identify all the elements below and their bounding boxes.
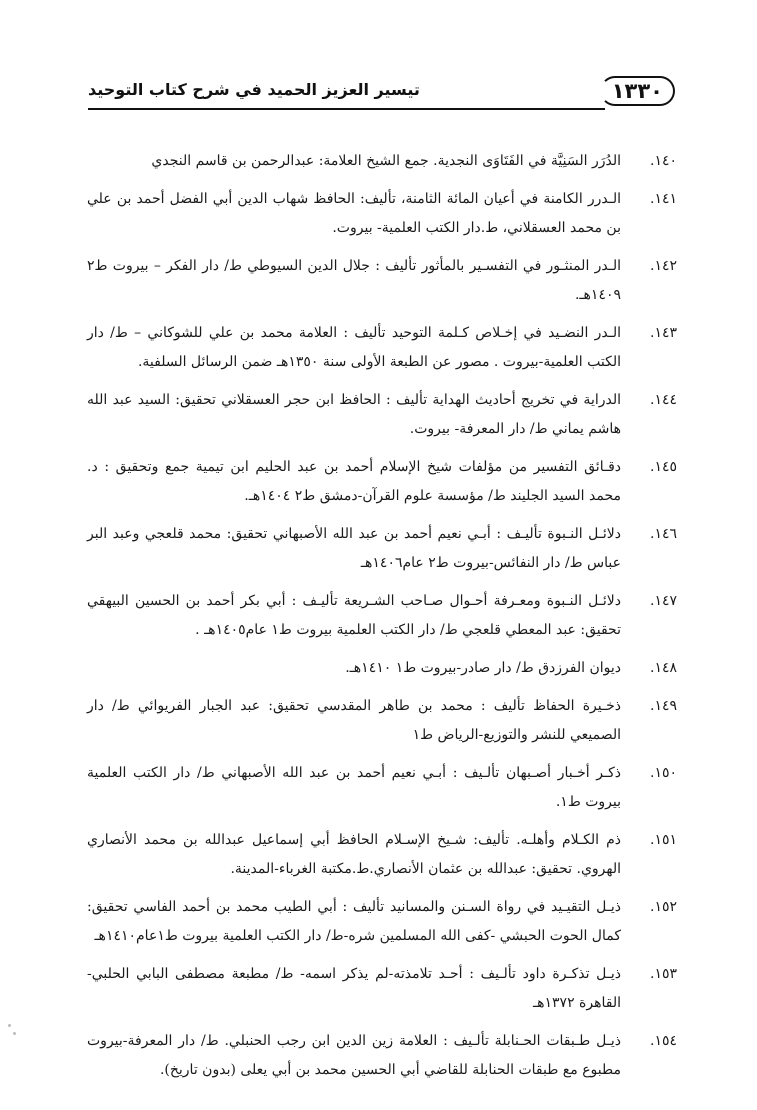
entry-text: ذخـيرة الحفاظ تأليف : محمد بن طاهر المقدسي تحقيق: عبد الجبار الفريوائي ط/ دار الصميعي للنشر والتوزيع-الرياض ط١ [87,698,621,743]
bibliography-entry [87,453,677,511]
bibliography-entry [87,826,677,884]
bibliography-entry [87,893,677,951]
entry-text: ديوان الفرزدق ط/ دار صادر-بيروت ط١ ١٤١٠هـ. [345,660,621,676]
entry-text: دقـائق التفسير من مؤلفات شيخ الإسلام أحمد بن عبد الحليم ابن تيمية جمع وتحقيق : د. محمد السيد الجليند ط/ مؤسسة علوم القرآن-دمشق ط٢ ١٤٠٤هـ. [87,459,621,504]
page-number: ١٣٣٠ [611,79,663,103]
entry-number: ١٤٩. [649,698,677,714]
header-rule [88,108,605,110]
entry-number: ١٥٠. [649,765,677,781]
bibliography-entry [87,587,677,645]
bibliography-entry [87,147,677,176]
bibliography-entry [87,252,677,310]
entry-text: ذيـل طـبقات الحـنابلة تألـيف : العلامة زين الدين ابن رجب الحنبلي. ط/ دار المعرفة-بيروت مطبوع مع طبقات الحنابلة للقاضي أبي الحسين محمد بن أبي يعلى (بدون تاريخ). [87,1033,621,1078]
entry-number: ١٤٦. [649,526,677,542]
bibliography-entry [87,185,677,243]
entry-number: ١٤٥. [649,459,677,475]
bibliography-list [87,147,677,1094]
bibliography-entry [87,960,677,1018]
entry-number: ١٥٤. [649,1033,677,1049]
book-title: تيسير العزيز الحميد في شرح كتاب التوحيد [88,80,420,99]
running-header [88,76,675,110]
entry-number: ١٤١. [649,191,677,207]
bibliography-entry [87,319,677,377]
entry-text: دلائـل النـبوة تأليـف : أبـي نعيم أحمد بن عبد الله الأصبهاني تحقيق: محمد قلعجي وعبد البر عباس ط/ دار النفائس-بيروت ط٢ عام١٤٠٦هـ [87,526,621,571]
entry-text: ذكـر أخـبار أصـبهان تألـيف : أبـي نعيم أحمد بن عبد الله الأصبهاني ط/ دار الكتب العلمية بيروت ط١. [87,765,621,810]
entry-text: الدُرَر السَنِيَّة في الفَتَاوَى النجدية. جمع الشيخ العلامة: عبدالرحمن بن قاسم النجدي [151,153,621,169]
entry-number: ١٤٨. [649,660,677,676]
entry-number: ١٤٤. [649,392,677,408]
entry-text: الـدر النضـيد في إخـلاص كـلمة التوحيد تأليف : العلامة محمد بن علي للشوكاني – ط/ دار الكتب العلمية-بيروت . مصور عن الطبعة الأولى سنة ١٣٥٠هـ ضمن الرسائل السلفية. [87,325,621,370]
entry-text: الـدرر الكامنة في أعيان المائة الثامنة، تأليف: الحافظ شهاب الدين أبي الفضل أحمد بن علي بن محمد العسقلاني، ط.دار الكتب العلمية- بيروت. [87,191,621,236]
bibliography-entry [87,692,677,750]
entry-text: الدراية في تخريج أحاديث الهداية تأليف : الحافظ ابن حجر العسقلاني تحقيق: السيد عبد الله هاشم يماني ط/ دار المعرفة- بيروت. [87,392,621,437]
bibliography-entry [87,520,677,578]
entry-number: ١٤٣. [649,325,677,341]
entry-number: ١٥٢. [649,899,677,915]
entry-text: ذم الكـلام وأهلـه. تأليف: شـيخ الإسـلام الحافظ أبي إسماعيل عبدالله بن محمد الأنصاري الهروي. تحقيق: عبدالله بن عثمان الأنصاري.ط.مكتبة الغرباء-المدينة. [87,832,621,877]
entry-text: ذيـل التقيـيد في رواة السـنن والمسانيد تأليف : أبي الطيب محمد بن أحمد الفاسي تحقيق: كمال الحوت الحبشي -كفى الله المسلمين شره-ط/ دار الكتب العلمية بيروت ط١عام١٤١٠هـ [87,899,621,944]
entry-number: ١٤٠. [649,153,677,169]
entry-text: الـدر المنثـور في التفسـير بالمأثور تأليف : جلال الدين السيوطي ط/ دار الفكر – بيروت ط٢ ١٤٠٩هـ. [87,258,621,303]
entry-number: ١٤٢. [649,258,677,274]
scan-speck [8,1024,11,1027]
bibliography-entry [87,386,677,444]
entry-number: ١٤٧. [649,593,677,609]
entry-text: ذيـل تذكـرة داود تألـيف : أحـد تلامذته-لم يذكر اسمه- ط/ مطبعة مصطفى البابي الحلبي- القاهرة ١٣٧٢هـ [87,966,621,1011]
bibliography-entry [87,759,677,817]
bibliography-entry [87,654,677,683]
bibliography-entry [87,1027,677,1085]
scan-speck [13,1032,16,1035]
page-number-frame [600,76,675,106]
entry-text: دلائـل النـبوة ومعـرفة أحـوال صـاحب الشـريعة تأليـف : أبي بكر أحمد بن الحسين البيهقي تحقيق: عبد المعطي قلعجي ط/ دار الكتب العلمية بيروت ط١ عام١٤٠٥هـ . [87,593,621,638]
entry-number: ١٥٣. [649,966,677,982]
entry-number: ١٥١. [649,832,677,848]
